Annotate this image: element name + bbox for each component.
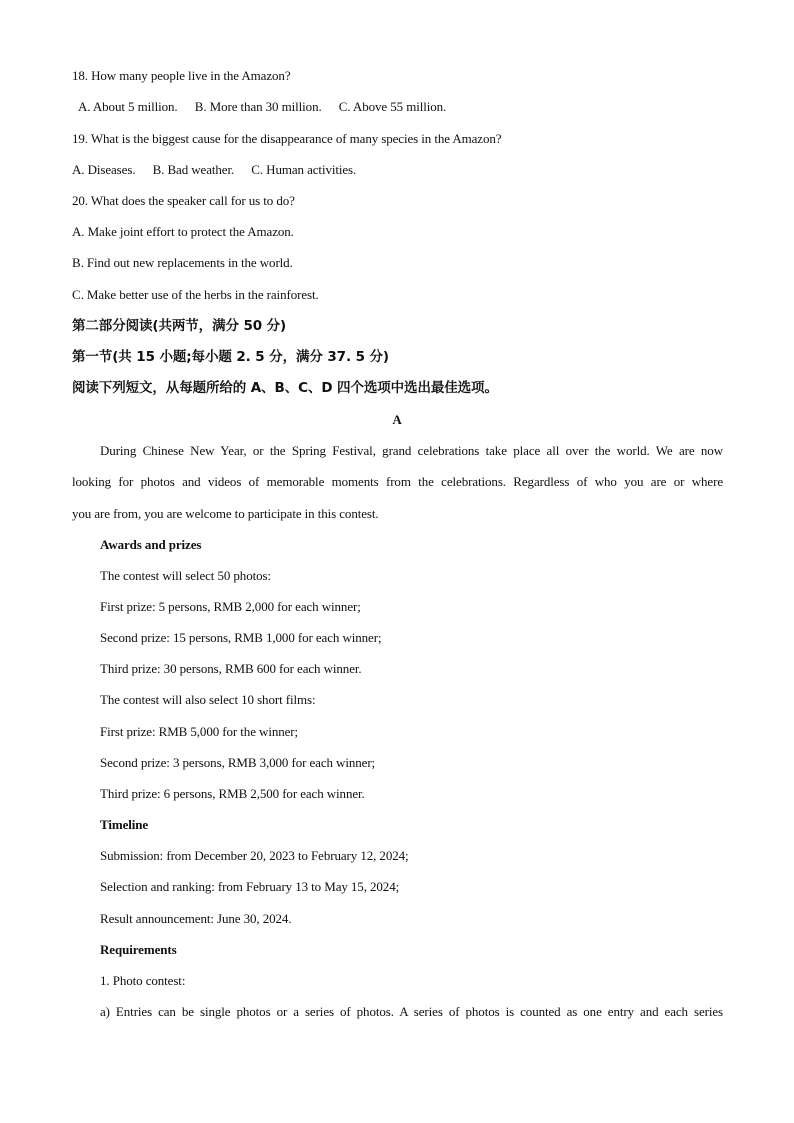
option-b: B. Bad weather. [152,162,235,177]
option-b: B. More than 30 million. [194,99,322,114]
section-subtitle: 第一节(共 15 小题;每小题 2. 5 分，满分 37. 5 分) [72,349,389,365]
question-20: 20. What does the speaker call for us to do? [72,193,295,208]
film-prize-third: Third prize: 6 persons, RMB 2,500 for each winner. [100,786,365,801]
option-a: A. Diseases. [72,162,136,177]
timeline-heading: Timeline [100,817,149,832]
awards-heading: Awards and prizes [100,537,202,552]
question-19: 19. What is the biggest cause for the disappearance of many species in the Amazon? [72,131,502,146]
part-title: 第二部分阅读(共两节，满分 50 分) [72,318,287,334]
requirement-1a: a) Entries can be single photos or a series of photos. A series of photos is counted as one entry and each series [100,1004,723,1019]
question-20-option-a: A. Make joint effort to protect the Amazon. [72,224,294,239]
films-intro: The contest will also select 10 short films: [100,692,316,707]
requirements-heading: Requirements [100,942,177,957]
timeline-selection: Selection and ranking: from February 13 to May 15, 2024; [100,879,400,894]
photos-intro: The contest will select 50 photos: [100,568,271,583]
question-20-option-c: C. Make better use of the herbs in the rainforest. [72,287,319,302]
question-18-options [78,99,446,115]
photo-prize-second: Second prize: 15 persons, RMB 1,000 for each winner; [100,630,382,645]
option-c: C. Above 55 million. [338,99,447,114]
intro-line-2: looking for photos and videos of memorable moments from the celebrations. Regardless of who you are or where [72,474,723,489]
requirement-1: 1. Photo contest: [100,973,186,988]
film-prize-first: First prize: RMB 5,000 for the winner; [100,724,299,739]
passage-label: A [392,412,402,427]
photo-prize-third: Third prize: 30 persons, RMB 600 for each winner. [100,661,362,676]
option-c: C. Human activities. [251,162,357,177]
film-prize-second: Second prize: 3 persons, RMB 3,000 for each winner; [100,755,376,770]
photo-prize-first: First prize: 5 persons, RMB 2,000 for each winner; [100,599,361,614]
intro-line-1: During Chinese New Year, or the Spring Festival, grand celebrations take place all over the world. We are now [100,443,723,458]
timeline-submission: Submission: from December 20, 2023 to February 12, 2024; [100,848,409,863]
question-18: 18. How many people live in the Amazon? [72,68,291,83]
section-instruction: 阅读下列短文，从每题所给的 A、B、C、D 四个选项中选出最佳选项。 [72,380,498,396]
timeline-result: Result announcement: June 30, 2024. [100,911,292,926]
question-19-options [72,162,356,178]
option-a: A. About 5 million. [78,99,178,114]
intro-line-3: you are from, you are welcome to participate in this contest. [72,506,379,521]
question-20-option-b: B. Find out new replacements in the world. [72,255,293,270]
